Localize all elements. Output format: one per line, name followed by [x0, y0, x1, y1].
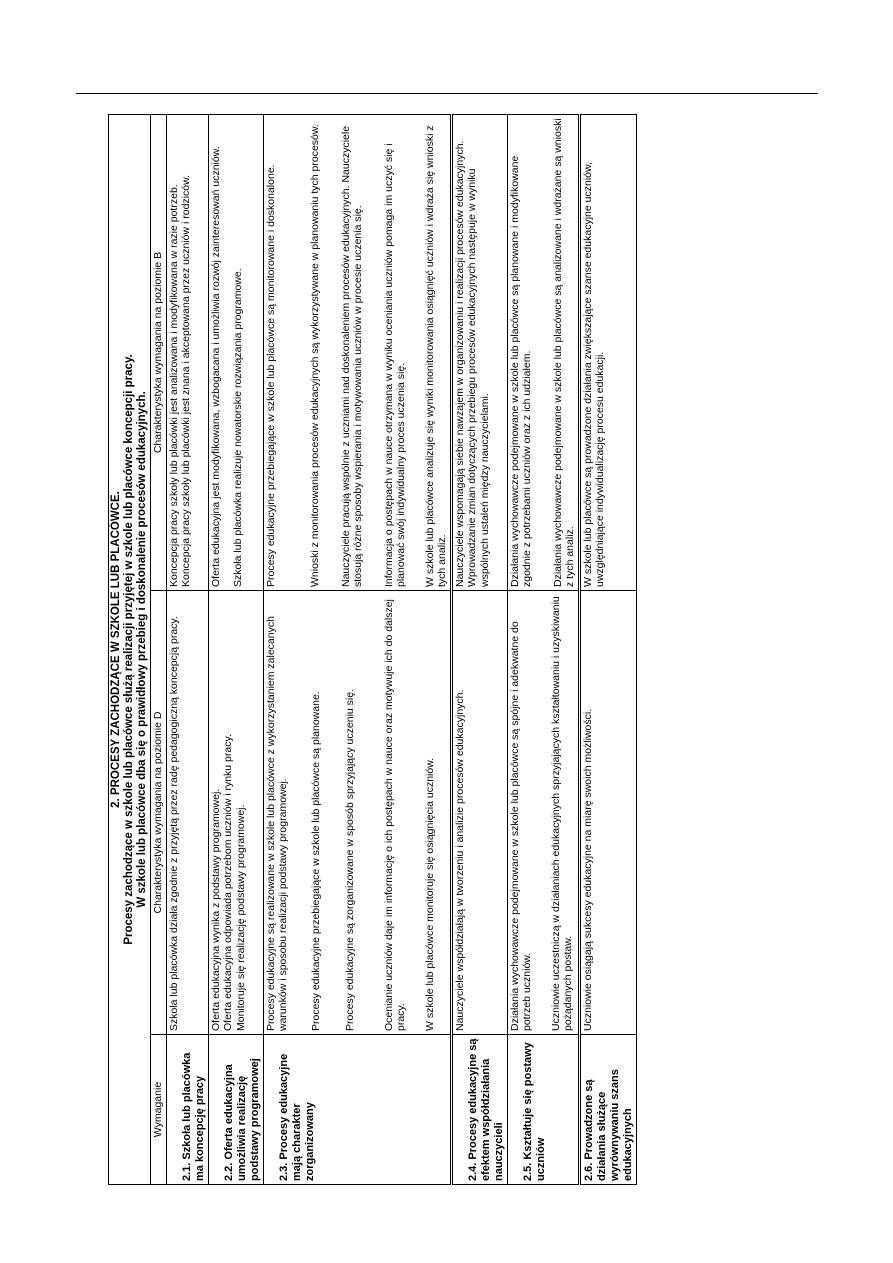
level-d-cell [166, 591, 208, 1035]
level-b-cell [507, 114, 579, 590]
table-subtitle-1: Procesy zachodzące w szkole lub placówce służą realizacji przyjętej w szkole lub placówce koncepcji pracy. [123, 354, 135, 945]
level-b-text: Szkoła lub placówka realizuje nowatorskie rozwiązania programowe. [232, 268, 244, 587]
table-row [507, 114, 579, 1184]
level-d-text: W szkole lub placówce monitoruje się osiągnięcia uczniów. [423, 757, 436, 1031]
level-d-cell [208, 591, 263, 1035]
level-d-text: Procesy edukacyjne przebiegające w szkole lub placówce są planowane. [309, 691, 322, 1031]
level-b-cell [579, 114, 636, 590]
table-row [208, 114, 263, 1184]
level-b-text: Wprowadzanie zmian dotyczących przebiegu procesów edukacyjnych następuje w wyniku wspólnych ustaleń między nauczycielami. [466, 168, 491, 587]
level-b-text: Procesy edukacyjne przebiegające w szkole lub placówce są monitorowane i doskonalone. [264, 164, 277, 587]
level-b-text: Działania wychowawcze podejmowane w szkole lub placówce są analizowane i wdrażane są wnioski z tych analiz. [551, 118, 576, 587]
table-row [166, 114, 208, 1184]
level-b-text: Koncepcja pracy szkoły lub placówki jest analizowana i modyfikowana w razie potrzeb. [167, 184, 180, 587]
level-b-text: Koncepcja pracy szkoły lub placówki jest znana i akceptowana przez uczniów i rodziców. [180, 174, 192, 587]
level-b-text: W szkole lub placówce analizuje się wyniki monitorowania osiągnięć uczniów i wdraża się wnioski z tych analiz. [423, 125, 448, 587]
requirement-cell: 2.1. Szkoła lub placówka ma koncepcję pracy [166, 1035, 208, 1185]
level-d-text: Oferta edukacyjna wynika z podstawy programowej. [209, 788, 222, 1031]
level-d-cell [451, 591, 507, 1035]
rotated-table-container [108, 115, 748, 1185]
level-b-cell [263, 114, 451, 590]
column-header-requirement: Wymaganie [151, 1035, 167, 1185]
level-b-text: Nauczyciele wspomagają siebie nawzajem w organizowaniu i realizacji procesów edukacyjnych. [453, 140, 466, 587]
level-b-cell [451, 114, 507, 590]
level-b-text: Informacja o postępach w nauce otrzymana w wyniku oceniania uczniów pomaga im uczyć się i planować swój indywidualny proces uczenia się. [382, 143, 407, 587]
level-d-text: Procesy edukacyjne są zorganizowane w sposób sprzyjający uczeniu się. [344, 688, 356, 1031]
level-d-text: Nauczyciele współdziałają w tworzeniu i analizie procesów edukacyjnych. [453, 689, 466, 1031]
requirement-cell: 2.6. Prowadzone są działania służące wyrównywaniu szans edukacyjnych [579, 1035, 636, 1185]
level-d-text: Ocenianie uczniów daje im informację o ich postępach w nauce oraz motywuje ich do dalszej pracy. [382, 599, 407, 1031]
table-row [579, 114, 636, 1184]
level-d-text: Oferta edukacyjna odpowiada potrzebom uczniów i rynku pracy. [222, 734, 234, 1031]
requirement-cell: 2.2. Oferta edukacyjna umożliwia realizację podstawy programowej [208, 1035, 263, 1185]
table-title: 2. PROCESY ZACHODZĄCE W SZKOLE LUB PLACÓWCE. [110, 491, 122, 808]
requirement-cell: 2.4. Procesy edukacyjne są efektem współdziałania nauczycieli [451, 1035, 507, 1185]
requirements-table [108, 114, 637, 1185]
table-row [451, 114, 507, 1184]
level-d-cell [579, 591, 636, 1035]
column-header-level-d: Charakterystyka wymagania na poziomie D [151, 591, 167, 1035]
table-subtitle-2: W szkole lub placówce dba się o prawidłowy przebieg i doskonalenie procesów edukacyjnych. [136, 391, 148, 908]
level-d-text: Monitoruje się realizację podstawy programowej. [234, 804, 247, 1031]
column-header-level-b: Charakterystyka wymagania na poziomie B [151, 114, 167, 590]
level-b-text: W szkole lub placówce są prowadzone działania zwiększające szanse edukacyjne uczniów, uwzględniające indywidualizację procesu edukacji. [581, 162, 606, 587]
level-b-text: Wnioski z monitorowania procesów edukacyjnych są wykorzystywane w planowaniu tych procesów. [309, 124, 321, 587]
level-b-text: Działania wychowawcze podejmowane w szkole lub placówce są planowane i modyfikowane zgodnie z potrzebami uczniów oraz z ich udziałem. [508, 155, 533, 587]
table-row [263, 114, 451, 1184]
level-d-text: Działania wychowawcze podejmowane w szkole lub placówce są spójne i adekwatne do potrzeb uczniów. [508, 621, 533, 1031]
level-d-text: Szkoła lub placówka działa zgodnie z przyjętą przez radę pedagogiczną koncepcją pracy. [167, 616, 180, 1031]
level-d-text: Uczniowie uczestniczą w działaniach edukacyjnych sprzyjających kształtowaniu i uzyskiwaniu pożądanych postaw. [549, 596, 574, 1031]
level-d-text: Uczniowie osiągają sukcesy edukacyjne na miarę swoich możliwości. [581, 708, 594, 1031]
table-title-cell [109, 114, 151, 1184]
level-b-cell [166, 114, 208, 590]
requirement-cell: 2.5. Kształtuje się postawy uczniów [507, 1035, 579, 1185]
level-d-cell [507, 591, 579, 1035]
requirement-cell: 2.3. Procesy edukacyjne mają charakter zorganizowany [263, 1035, 451, 1185]
level-d-cell [263, 591, 451, 1035]
level-b-text: Nauczyciele pracują wspólnie z uczniami nad doskonaleniem procesów edukacyjnych. Nauczyciele stosują różne sposoby wspierania i motywowania uczniów w procesie uczenia się. [339, 125, 364, 587]
level-b-text: Oferta edukacyjna jest modyfikowana, wzbogacana i umożliwia rozwój zainteresowań uczniów. [209, 146, 222, 587]
level-b-cell [208, 114, 263, 590]
header-rule [76, 93, 818, 94]
level-d-text: Procesy edukacyjne są realizowane w szkole lub placówce z wykorzystaniem zalecanych warunków i sposobu realizacji podstawy programowej. [264, 616, 289, 1031]
